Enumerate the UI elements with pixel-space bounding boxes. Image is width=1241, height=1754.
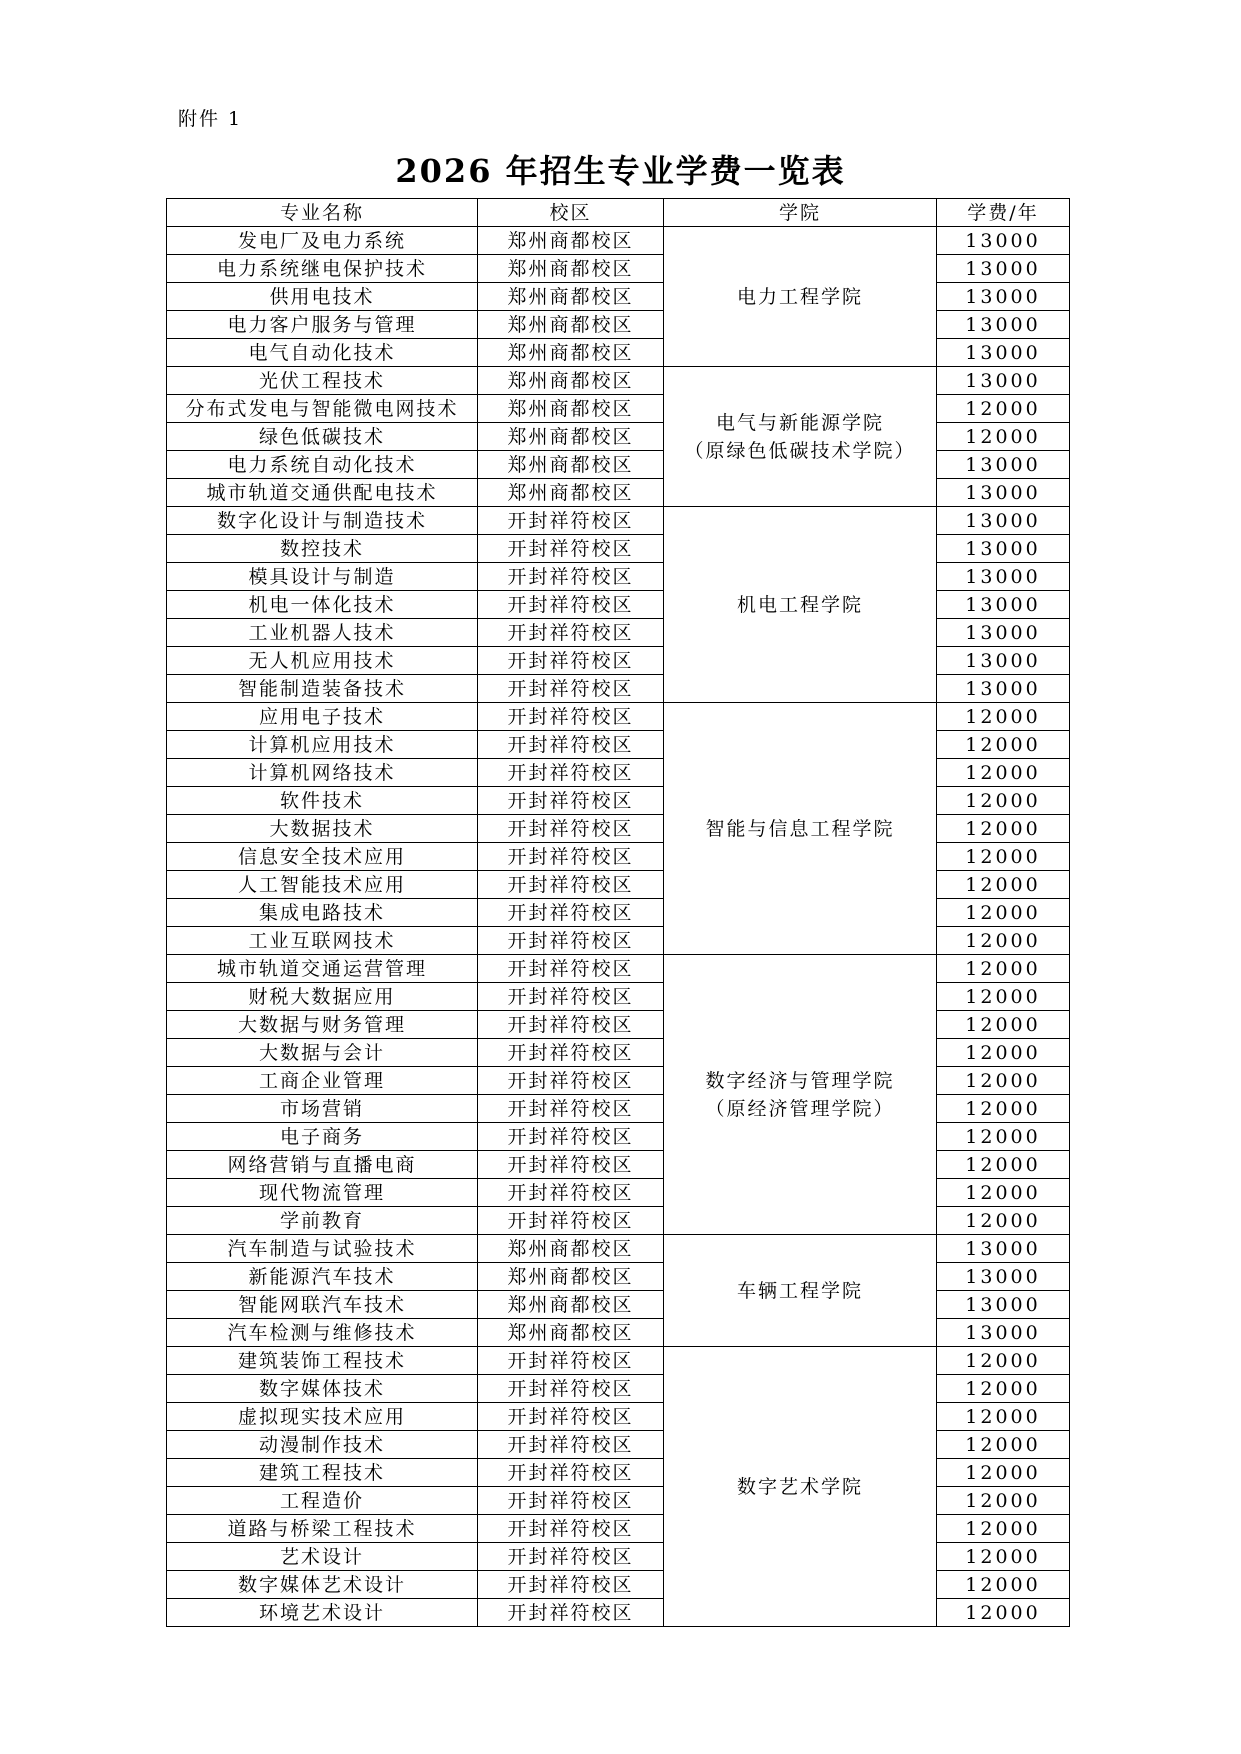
major-name-cell: 电气自动化技术 xyxy=(167,339,478,367)
campus-cell: 开封祥符校区 xyxy=(478,1207,664,1235)
tuition-fee-cell: 12000 xyxy=(937,1179,1070,1207)
campus-cell: 郑州商都校区 xyxy=(478,395,664,423)
tuition-fee-cell: 12000 xyxy=(937,1543,1070,1571)
tuition-fee-cell: 12000 xyxy=(937,423,1070,451)
tuition-fee-cell: 13000 xyxy=(937,1291,1070,1319)
college-cell xyxy=(664,227,937,367)
campus-cell: 开封祥符校区 xyxy=(478,1151,664,1179)
table-row xyxy=(167,507,1070,535)
campus-cell: 开封祥符校区 xyxy=(478,787,664,815)
major-name-cell: 数字媒体技术 xyxy=(167,1375,478,1403)
campus-cell: 开封祥符校区 xyxy=(478,1179,664,1207)
table-body xyxy=(167,227,1070,1627)
campus-cell: 郑州商都校区 xyxy=(478,1319,664,1347)
major-name-cell: 汽车检测与维修技术 xyxy=(167,1319,478,1347)
major-name-cell: 无人机应用技术 xyxy=(167,647,478,675)
campus-cell: 郑州商都校区 xyxy=(478,1235,664,1263)
campus-cell: 郑州商都校区 xyxy=(478,311,664,339)
tuition-fee-cell: 13000 xyxy=(937,535,1070,563)
tuition-fee-cell: 12000 xyxy=(937,1403,1070,1431)
campus-cell: 开封祥符校区 xyxy=(478,1599,664,1627)
tuition-fee-cell: 13000 xyxy=(937,1235,1070,1263)
header-campus: 校区 xyxy=(478,199,664,227)
college-name-line: （原绿色低碳技术学院） xyxy=(684,439,916,462)
major-name-cell: 大数据与会计 xyxy=(167,1039,478,1067)
tuition-fee-cell: 12000 xyxy=(937,899,1070,927)
tuition-fee-cell: 13000 xyxy=(937,647,1070,675)
college-cell xyxy=(664,367,937,507)
major-name-cell: 信息安全技术应用 xyxy=(167,843,478,871)
attachment-label: 附件 1 xyxy=(178,108,243,130)
major-name-cell: 建筑装饰工程技术 xyxy=(167,1347,478,1375)
header-fee: 学费/年 xyxy=(937,199,1070,227)
tuition-fee-cell: 13000 xyxy=(937,619,1070,647)
tuition-fee-cell: 12000 xyxy=(937,1039,1070,1067)
tuition-fee-cell: 12000 xyxy=(937,787,1070,815)
campus-cell: 郑州商都校区 xyxy=(478,255,664,283)
campus-cell: 郑州商都校区 xyxy=(478,283,664,311)
campus-cell: 开封祥符校区 xyxy=(478,619,664,647)
major-name-cell: 汽车制造与试验技术 xyxy=(167,1235,478,1263)
campus-cell: 开封祥符校区 xyxy=(478,1039,664,1067)
major-name-cell: 虚拟现实技术应用 xyxy=(167,1403,478,1431)
campus-cell: 郑州商都校区 xyxy=(478,1263,664,1291)
college-name-line: （原经济管理学院） xyxy=(705,1097,895,1120)
major-name-cell: 数字化设计与制造技术 xyxy=(167,507,478,535)
major-name-cell: 电子商务 xyxy=(167,1123,478,1151)
major-name-cell: 财税大数据应用 xyxy=(167,983,478,1011)
college-cell xyxy=(664,703,937,955)
tuition-fee-cell: 13000 xyxy=(937,507,1070,535)
tuition-fee-cell: 13000 xyxy=(937,1263,1070,1291)
major-name-cell: 网络营销与直播电商 xyxy=(167,1151,478,1179)
campus-cell: 开封祥符校区 xyxy=(478,899,664,927)
major-name-cell: 城市轨道交通供配电技术 xyxy=(167,479,478,507)
campus-cell: 开封祥符校区 xyxy=(478,1011,664,1039)
major-name-cell: 现代物流管理 xyxy=(167,1179,478,1207)
header-college: 学院 xyxy=(664,199,937,227)
campus-cell: 郑州商都校区 xyxy=(478,339,664,367)
campus-cell: 开封祥符校区 xyxy=(478,983,664,1011)
major-name-cell: 应用电子技术 xyxy=(167,703,478,731)
campus-cell: 开封祥符校区 xyxy=(478,675,664,703)
tuition-fee-cell: 12000 xyxy=(937,955,1070,983)
major-name-cell: 计算机应用技术 xyxy=(167,731,478,759)
tuition-fee-cell: 13000 xyxy=(937,311,1070,339)
college-cell xyxy=(664,1235,937,1347)
major-name-cell: 电力系统自动化技术 xyxy=(167,451,478,479)
major-name-cell: 计算机网络技术 xyxy=(167,759,478,787)
campus-cell: 开封祥符校区 xyxy=(478,1431,664,1459)
table-row xyxy=(167,955,1070,983)
major-name-cell: 发电厂及电力系统 xyxy=(167,227,478,255)
campus-cell: 开封祥符校区 xyxy=(478,1571,664,1599)
tuition-fee-cell: 13000 xyxy=(937,563,1070,591)
tuition-fee-cell: 12000 xyxy=(937,1011,1070,1039)
major-name-cell: 工业机器人技术 xyxy=(167,619,478,647)
major-name-cell: 城市轨道交通运营管理 xyxy=(167,955,478,983)
table-row xyxy=(167,367,1070,395)
major-name-cell: 光伏工程技术 xyxy=(167,367,478,395)
major-name-cell: 市场营销 xyxy=(167,1095,478,1123)
tuition-fee-cell: 12000 xyxy=(937,1571,1070,1599)
college-name-line: 数字经济与管理学院 xyxy=(705,1069,895,1092)
college-name-line: 数字艺术学院 xyxy=(736,1475,863,1498)
major-name-cell: 道路与桥梁工程技术 xyxy=(167,1515,478,1543)
major-name-cell: 环境艺术设计 xyxy=(167,1599,478,1627)
campus-cell: 郑州商都校区 xyxy=(478,227,664,255)
tuition-fee-cell: 12000 xyxy=(937,1375,1070,1403)
campus-cell: 郑州商都校区 xyxy=(478,1291,664,1319)
tuition-fee-cell: 13000 xyxy=(937,227,1070,255)
campus-cell: 开封祥符校区 xyxy=(478,1347,664,1375)
tuition-fee-cell: 13000 xyxy=(937,591,1070,619)
tuition-fee-cell: 12000 xyxy=(937,703,1070,731)
major-name-cell: 工商企业管理 xyxy=(167,1067,478,1095)
major-name-cell: 工业互联网技术 xyxy=(167,927,478,955)
major-name-cell: 绿色低碳技术 xyxy=(167,423,478,451)
major-name-cell: 集成电路技术 xyxy=(167,899,478,927)
major-name-cell: 分布式发电与智能微电网技术 xyxy=(167,395,478,423)
campus-cell: 郑州商都校区 xyxy=(478,451,664,479)
tuition-fee-cell: 13000 xyxy=(937,283,1070,311)
tuition-fee-cell: 12000 xyxy=(937,815,1070,843)
campus-cell: 开封祥符校区 xyxy=(478,507,664,535)
tuition-fee-cell: 12000 xyxy=(937,1123,1070,1151)
tuition-fee-cell: 12000 xyxy=(937,1599,1070,1627)
major-name-cell: 动漫制作技术 xyxy=(167,1431,478,1459)
tuition-fee-cell: 12000 xyxy=(937,1151,1070,1179)
campus-cell: 开封祥符校区 xyxy=(478,1543,664,1571)
campus-cell: 开封祥符校区 xyxy=(478,759,664,787)
campus-cell: 开封祥符校区 xyxy=(478,955,664,983)
campus-cell: 开封祥符校区 xyxy=(478,871,664,899)
campus-cell: 开封祥符校区 xyxy=(478,1095,664,1123)
major-name-cell: 模具设计与制造 xyxy=(167,563,478,591)
table-row xyxy=(167,1347,1070,1375)
tuition-fee-cell: 12000 xyxy=(937,1431,1070,1459)
campus-cell: 开封祥符校区 xyxy=(478,815,664,843)
major-name-cell: 电力客户服务与管理 xyxy=(167,311,478,339)
tuition-fee-cell: 12000 xyxy=(937,731,1070,759)
campus-cell: 开封祥符校区 xyxy=(478,731,664,759)
tuition-fee-cell: 12000 xyxy=(937,1515,1070,1543)
campus-cell: 开封祥符校区 xyxy=(478,591,664,619)
table-row xyxy=(167,227,1070,255)
major-name-cell: 供用电技术 xyxy=(167,283,478,311)
tuition-fee-cell: 12000 xyxy=(937,1459,1070,1487)
college-cell xyxy=(664,507,937,703)
tuition-fee-cell: 12000 xyxy=(937,983,1070,1011)
major-name-cell: 学前教育 xyxy=(167,1207,478,1235)
campus-cell: 开封祥符校区 xyxy=(478,843,664,871)
college-name-line: 智能与信息工程学院 xyxy=(705,817,895,840)
major-name-cell: 数字媒体艺术设计 xyxy=(167,1571,478,1599)
campus-cell: 开封祥符校区 xyxy=(478,1487,664,1515)
table-header-row xyxy=(167,199,1070,227)
campus-cell: 开封祥符校区 xyxy=(478,1459,664,1487)
campus-cell: 开封祥符校区 xyxy=(478,1403,664,1431)
campus-cell: 开封祥符校区 xyxy=(478,563,664,591)
table-row xyxy=(167,1235,1070,1263)
tuition-fee-cell: 12000 xyxy=(937,1487,1070,1515)
college-name-line: 电气与新能源学院 xyxy=(715,411,884,434)
college-name-line: 机电工程学院 xyxy=(736,593,863,616)
tuition-fee-cell: 13000 xyxy=(937,255,1070,283)
tuition-fee-cell: 12000 xyxy=(937,1067,1070,1095)
tuition-fee-cell: 13000 xyxy=(937,339,1070,367)
campus-cell: 郑州商都校区 xyxy=(478,423,664,451)
major-name-cell: 软件技术 xyxy=(167,787,478,815)
major-name-cell: 大数据与财务管理 xyxy=(167,1011,478,1039)
major-name-cell: 电力系统继电保护技术 xyxy=(167,255,478,283)
campus-cell: 开封祥符校区 xyxy=(478,1375,664,1403)
major-name-cell: 数控技术 xyxy=(167,535,478,563)
tuition-fee-cell: 12000 xyxy=(937,871,1070,899)
tuition-fee-cell: 12000 xyxy=(937,395,1070,423)
tuition-fee-cell: 13000 xyxy=(937,479,1070,507)
campus-cell: 开封祥符校区 xyxy=(478,647,664,675)
college-cell xyxy=(664,1347,937,1627)
major-name-cell: 智能网联汽车技术 xyxy=(167,1291,478,1319)
college-name-line: 电力工程学院 xyxy=(736,285,863,308)
tuition-fee-cell: 13000 xyxy=(937,1319,1070,1347)
tuition-table xyxy=(166,198,1070,1627)
campus-cell: 郑州商都校区 xyxy=(478,479,664,507)
table-row xyxy=(167,703,1070,731)
major-name-cell: 大数据技术 xyxy=(167,815,478,843)
tuition-fee-cell: 13000 xyxy=(937,675,1070,703)
major-name-cell: 建筑工程技术 xyxy=(167,1459,478,1487)
tuition-fee-cell: 12000 xyxy=(937,1347,1070,1375)
tuition-fee-cell: 12000 xyxy=(937,759,1070,787)
campus-cell: 开封祥符校区 xyxy=(478,703,664,731)
major-name-cell: 智能制造装备技术 xyxy=(167,675,478,703)
campus-cell: 开封祥符校区 xyxy=(478,1067,664,1095)
major-name-cell: 新能源汽车技术 xyxy=(167,1263,478,1291)
tuition-fee-cell: 12000 xyxy=(937,1207,1070,1235)
campus-cell: 开封祥符校区 xyxy=(478,535,664,563)
tuition-fee-cell: 12000 xyxy=(937,843,1070,871)
major-name-cell: 人工智能技术应用 xyxy=(167,871,478,899)
tuition-fee-cell: 13000 xyxy=(937,367,1070,395)
tuition-fee-cell: 13000 xyxy=(937,451,1070,479)
major-name-cell: 机电一体化技术 xyxy=(167,591,478,619)
tuition-fee-cell: 12000 xyxy=(937,927,1070,955)
campus-cell: 开封祥符校区 xyxy=(478,927,664,955)
major-name-cell: 艺术设计 xyxy=(167,1543,478,1571)
campus-cell: 开封祥符校区 xyxy=(478,1123,664,1151)
document-title: 2026 年招生专业学费一览表 xyxy=(395,152,846,190)
major-name-cell: 工程造价 xyxy=(167,1487,478,1515)
header-major: 专业名称 xyxy=(167,199,478,227)
campus-cell: 郑州商都校区 xyxy=(478,367,664,395)
tuition-fee-cell: 12000 xyxy=(937,1095,1070,1123)
campus-cell: 开封祥符校区 xyxy=(478,1515,664,1543)
college-cell xyxy=(664,955,937,1235)
college-name-line: 车辆工程学院 xyxy=(736,1279,863,1302)
